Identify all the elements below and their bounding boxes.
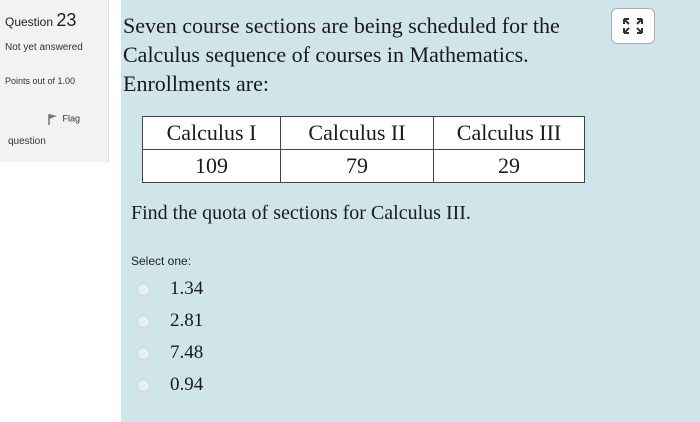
table-header: Calculus I bbox=[143, 117, 281, 150]
flag-icon bbox=[46, 112, 60, 126]
table-cell: 29 bbox=[434, 150, 585, 183]
option-label: 2.81 bbox=[170, 310, 204, 331]
question-points: Points out of 1.00 bbox=[5, 76, 76, 86]
flag-label: Flag bbox=[62, 113, 81, 124]
table-cell: 79 bbox=[281, 150, 434, 183]
option-label: 1.34 bbox=[170, 278, 204, 299]
question-number bbox=[5, 10, 76, 31]
question-prompt: Find the quota of sections for Calculus III. bbox=[131, 202, 471, 224]
question-info-panel bbox=[0, 0, 109, 162]
radio-button[interactable] bbox=[137, 315, 150, 328]
option-label: 7.48 bbox=[170, 342, 204, 363]
flag-subtext: question bbox=[8, 136, 46, 147]
answer-option[interactable] bbox=[137, 310, 203, 332]
flag-question-button[interactable] bbox=[46, 112, 80, 126]
select-label: Select one: bbox=[131, 254, 192, 268]
question-number-value: 23 bbox=[56, 10, 77, 30]
fullscreen-icon bbox=[612, 9, 654, 43]
radio-button[interactable] bbox=[137, 283, 150, 296]
fullscreen-button[interactable] bbox=[611, 8, 655, 44]
answer-option[interactable] bbox=[137, 374, 203, 396]
answer-option[interactable] bbox=[137, 342, 203, 364]
question-stem bbox=[123, 11, 593, 98]
enrollment-table bbox=[142, 116, 585, 183]
answer-option[interactable] bbox=[137, 278, 203, 300]
radio-button[interactable] bbox=[137, 379, 150, 392]
table-header: Calculus II bbox=[281, 117, 434, 150]
question-label: Question bbox=[5, 15, 54, 29]
stem-line-2: Calculus sequence of courses in Mathematics. bbox=[123, 42, 529, 67]
table-header-row bbox=[143, 117, 585, 150]
stem-line-3: Enrollments are: bbox=[123, 71, 270, 96]
question-content bbox=[121, 0, 700, 422]
radio-button[interactable] bbox=[137, 347, 150, 360]
table-row bbox=[143, 150, 585, 183]
stem-line-1: Seven course sections are being scheduled for the bbox=[123, 13, 560, 38]
table-header: Calculus III bbox=[434, 117, 585, 150]
question-state: Not yet answered bbox=[5, 42, 83, 53]
option-label: 0.94 bbox=[170, 374, 204, 395]
table-cell: 109 bbox=[143, 150, 281, 183]
